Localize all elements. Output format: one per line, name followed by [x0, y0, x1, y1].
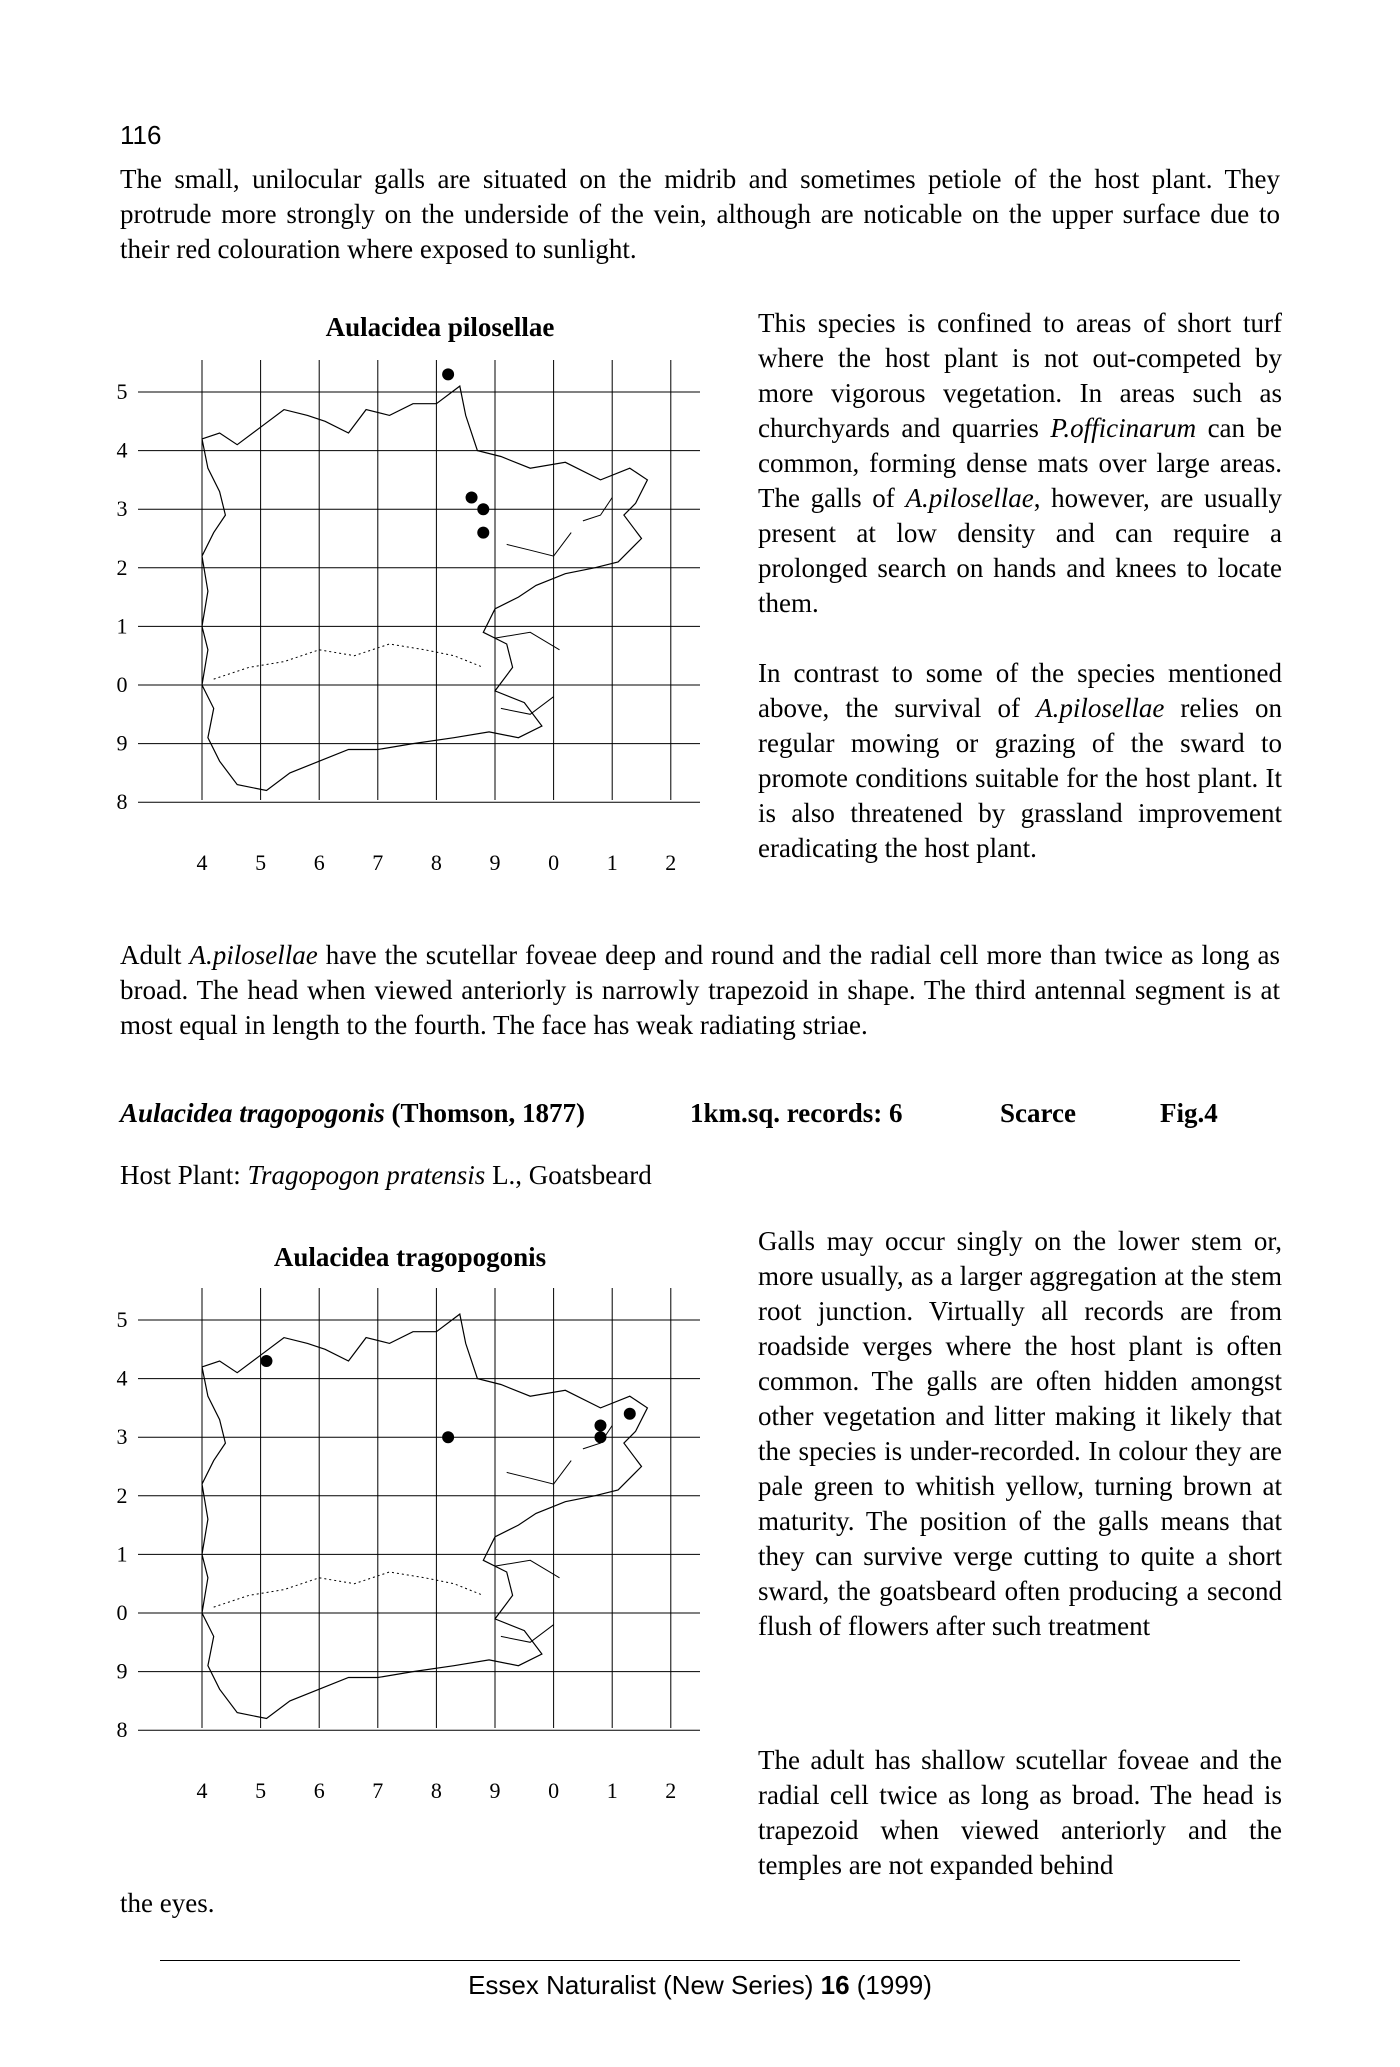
- x-tick-label: 9: [489, 850, 501, 875]
- record-dot: [594, 1431, 606, 1443]
- county-outline: [202, 1314, 647, 1718]
- species-heading: [120, 1098, 1280, 1134]
- x-tick-label: 5: [255, 850, 267, 875]
- tragopogonis-adult-paragraph: The adult has shallow scutellar foveae and the radial cell twice as long as broad. The head is trapezoid when viewed anteriorly and the temples are not expanded behind: [758, 1745, 1282, 1880]
- x-tick-label: 1: [606, 1778, 618, 1803]
- pilosellae-survival-paragraph: In contrast to some of the species mentioned above, the survival of A.pilosellae relies on regular mowing or grazing of the sward to promote conditions suitable for the host plant. It is also threatened by grassland improvement eradicating the host plant.: [758, 658, 1282, 863]
- record-dot: [624, 1408, 636, 1420]
- species-status: Scarce: [1000, 1098, 1076, 1128]
- x-tick-label: 0: [548, 1778, 560, 1803]
- x-tick-label: 8: [430, 1778, 442, 1803]
- record-dot: [442, 1431, 454, 1443]
- x-tick-label: 6: [313, 850, 325, 875]
- estuary-line: [501, 1625, 554, 1643]
- footer-citation: Essex Naturalist (New Series) 16 (1999): [468, 1970, 932, 2000]
- x-tick-label: 2: [665, 850, 677, 875]
- map-title-pilosellae: Aulacidea pilosellae: [325, 312, 555, 342]
- internal-boundary: [214, 1572, 484, 1607]
- y-tick-label: 2: [116, 554, 128, 580]
- x-tick-label: 6: [313, 1778, 325, 1803]
- x-tick-label: 7: [372, 850, 384, 875]
- intro-paragraph: The small, unilocular galls are situated on the midrib and sometimes petiole of the host plant. They protrude more strongly on the underside of the vein, although are noticable on the upper surface due to their red colouration where exposed to sunlight.: [120, 164, 1280, 264]
- estuary-line: [495, 632, 560, 650]
- x-tick-label: 8: [430, 850, 442, 875]
- host-plant-line: Host Plant: Tragopogon pratensis L., Goatsbeard: [120, 1160, 652, 1190]
- estuary-line: [507, 533, 572, 557]
- y-tick-label: 0: [116, 1600, 128, 1625]
- record-dot: [260, 1355, 272, 1367]
- y-tick-label: 4: [116, 1365, 128, 1391]
- record-dot: [477, 527, 489, 539]
- county-outline: [202, 386, 647, 790]
- footer-rule: [160, 1960, 1240, 1961]
- y-tick-label: 8: [116, 1717, 128, 1743]
- tragopogonis-gall-paragraph: Galls may occur singly on the lower stem or, more usually, as a larger aggregation at the stem root junction. Virtually all records are from roadside verges where the host plant is often common. The galls are often hidden amongst other vegetation and litter making it likely that the species is under-recorded. In colour they are pale green to whitish yellow, turning brown at maturity. The position of the galls means that they can survive verge cutting to quite a short sward, the goatsbeard often producing a second flush of flowers after such treatment: [758, 1226, 1282, 1641]
- x-tick-label: 7: [372, 1778, 384, 1803]
- y-tick-label: 5: [116, 1307, 128, 1332]
- x-tick-label: 4: [196, 1778, 208, 1803]
- map-title-tragopogonis: Aulacidea tragopogonis: [273, 1242, 547, 1272]
- y-tick-label: 2: [116, 1482, 128, 1508]
- page-number: 116: [120, 120, 162, 150]
- tragopogonis-adult-paragraph-tail: the eyes.: [120, 1888, 215, 1918]
- x-tick-label: 2: [665, 1778, 677, 1803]
- y-tick-label: 9: [116, 1658, 128, 1684]
- y-tick-label: 4: [116, 437, 128, 463]
- record-dot: [466, 491, 478, 503]
- y-tick-label: 5: [116, 379, 128, 404]
- figure-number: Fig.4: [1160, 1098, 1218, 1128]
- y-tick-label: 1: [116, 613, 128, 639]
- distribution-map-pilosellae: [110, 360, 730, 900]
- species-records: 1km.sq. records: 6: [690, 1098, 903, 1128]
- species-name: Aulacidea tragopogonis: [120, 1098, 385, 1128]
- record-dot: [442, 368, 454, 380]
- internal-boundary: [214, 644, 484, 679]
- estuary-line: [507, 1461, 572, 1485]
- x-tick-label: 5: [255, 1778, 267, 1803]
- record-dot: [477, 503, 489, 515]
- y-tick-label: 8: [116, 789, 128, 815]
- x-tick-label: 1: [606, 850, 618, 875]
- adult-pilosellae-paragraph: Adult A.pilosellae have the scutellar foveae deep and round and the radial cell more than twice as long as broad. The head when viewed anteriorly is narrowly trapezoid in shape. The third antennal segment is at most equal in length to the fourth. The face has weak radiating striae.: [120, 940, 1280, 1040]
- y-tick-label: 3: [116, 1424, 128, 1450]
- y-tick-label: 0: [116, 672, 128, 697]
- y-tick-label: 3: [116, 496, 128, 522]
- pilosellae-habitat-paragraph: This species is confined to areas of short turf where the host plant is not out-competed by more vigorous vegetation. In areas such as churchyards and quarries P.officinarum can be common, forming dense mats over large areas. The galls of A.pilosellae, however, are usually present at low density and can require a prolonged search on hands and knees to locate them.: [758, 308, 1283, 618]
- record-dot: [594, 1419, 606, 1431]
- estuary-line: [495, 1560, 560, 1578]
- distribution-map-tragopogonis: [110, 1288, 730, 1828]
- y-tick-label: 1: [116, 1541, 128, 1567]
- x-tick-label: 9: [489, 1778, 501, 1803]
- estuary-line: [501, 697, 554, 715]
- x-tick-label: 4: [196, 850, 208, 875]
- species-authority: (Thomson, 1877): [391, 1098, 586, 1128]
- y-tick-label: 9: [116, 730, 128, 756]
- x-tick-label: 0: [548, 850, 560, 875]
